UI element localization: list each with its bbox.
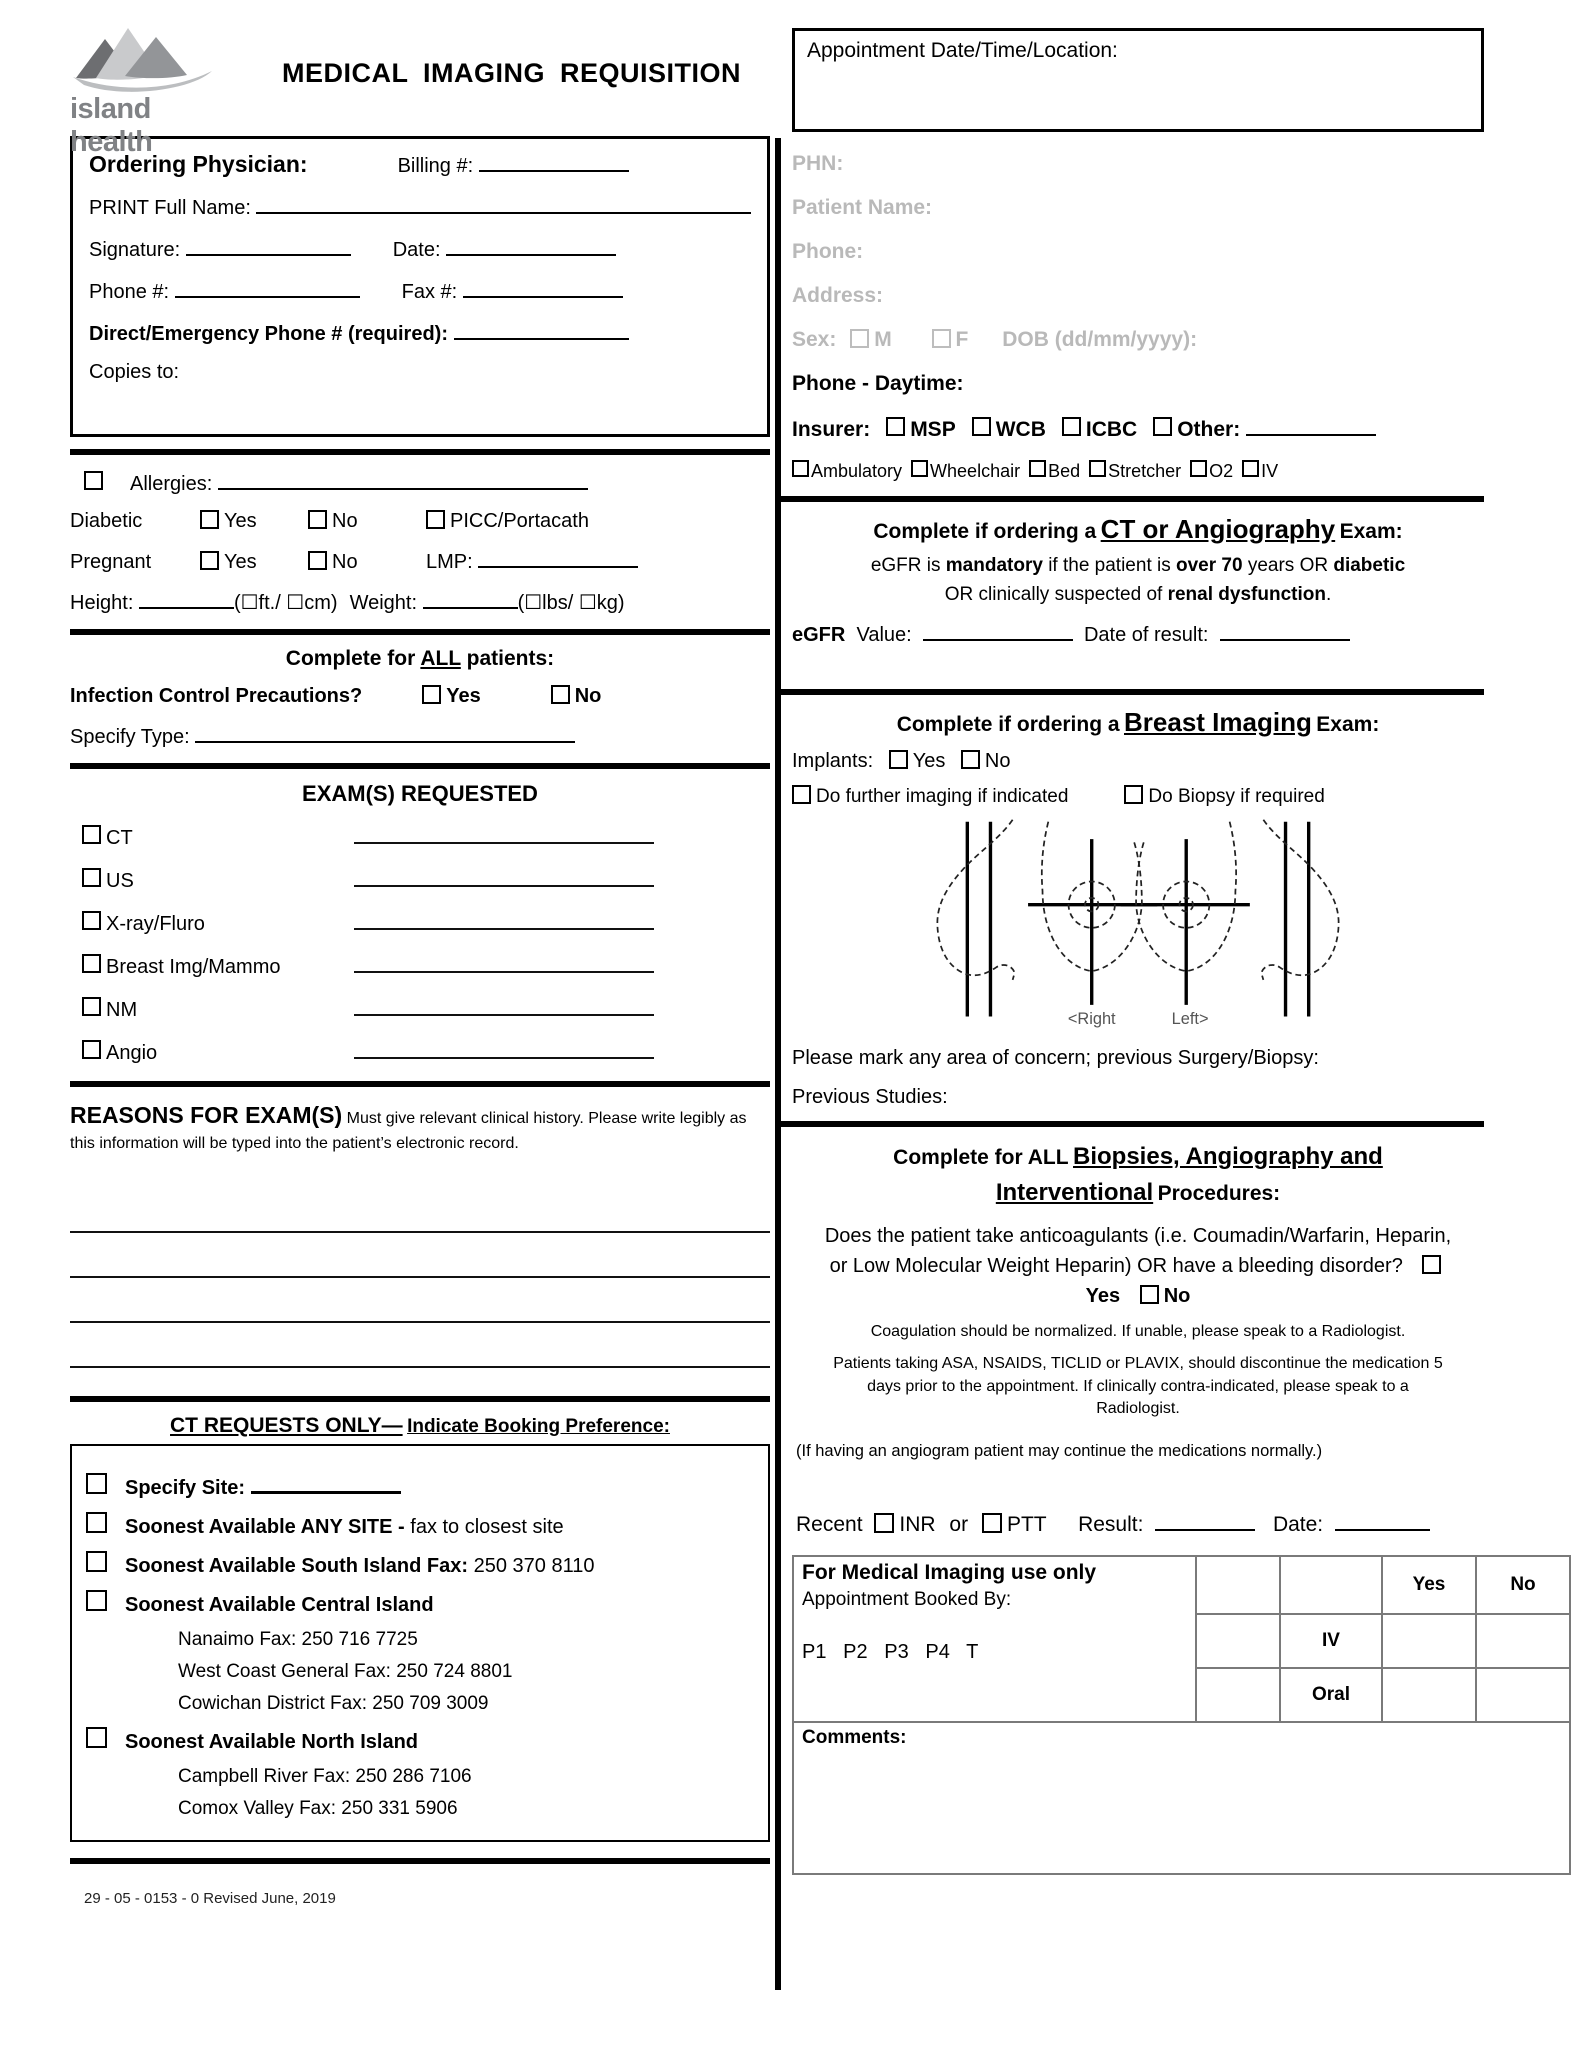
exam-ct-label: CT <box>106 827 133 849</box>
implants-no-checkbox[interactable] <box>961 750 980 769</box>
o2-label: O2 <box>1209 460 1234 481</box>
medical-imaging-use-table <box>792 1555 1571 1875</box>
exam-us-label: US <box>106 870 134 892</box>
mi-iv-label: IV <box>1280 1614 1382 1668</box>
ct-angiography-section <box>792 514 1484 647</box>
form-number: 29 - 05 - 0153 - 0 Revised June, 2019 <box>84 1889 336 1907</box>
ptt-label: PTT <box>1006 1513 1047 1537</box>
fax-label: Fax #: <box>401 281 458 303</box>
biopsies-section <box>792 1139 1536 1876</box>
pregnant-yes-label: Yes <box>224 551 257 573</box>
biopsies-heading-post: Procedures: <box>1157 1181 1281 1205</box>
any-site-checkbox[interactable] <box>86 1512 107 1533</box>
height-units[interactable]: (☐ft./ ☐cm) <box>233 592 338 614</box>
section-divider <box>775 496 1484 502</box>
mi-yes-header: Yes <box>1382 1556 1476 1614</box>
section-divider <box>70 1081 770 1087</box>
sex-f-label: F <box>955 328 969 351</box>
ct-requests-heading: CT REQUESTS ONLY— <box>170 1413 403 1437</box>
height-blank-line[interactable] <box>139 588 234 609</box>
specify-type-blank-line[interactable] <box>195 722 575 743</box>
all-patients-heading-all: ALL <box>420 647 461 670</box>
phone-daytime-label: Phone - Daytime: <box>792 372 964 395</box>
anticoagulant-no-checkbox[interactable] <box>1140 1285 1159 1304</box>
exam-angio-checkbox[interactable] <box>82 1040 101 1059</box>
fax-blank-line[interactable] <box>463 277 623 298</box>
pregnant-no-label: No <box>332 551 358 573</box>
ctangio-heading-big: CT or Angiography <box>1100 513 1336 544</box>
exam-nm-blank-line[interactable] <box>354 995 654 1016</box>
weight-units[interactable]: (☐lbs/ ☐kg) <box>517 592 625 614</box>
insurer-other-label: Other: <box>1177 417 1241 441</box>
infection-no-checkbox[interactable] <box>551 685 570 704</box>
anticoagulant-question-text: Does the patient take anticoagulants (i.e. Coumadin/Warfarin, Heparin, or Low Molecular Weight Heparin) OR have a bleeding disorder? <box>824 1224 1452 1277</box>
specify-site-checkbox[interactable] <box>86 1473 107 1494</box>
bed-checkbox[interactable] <box>1029 460 1046 477</box>
diabetic-no-checkbox[interactable] <box>308 510 327 529</box>
egfr-date-blank-line[interactable] <box>1220 620 1350 641</box>
ct-booking-box <box>70 1444 770 1842</box>
implants-label: Implants: <box>792 749 874 772</box>
biopsies-heading-big1: Biopsies, Angiography and <box>1073 1142 1383 1170</box>
recent-inr-ptt-row <box>796 1509 1484 1537</box>
inr-label: INR <box>899 1513 936 1537</box>
specify-site-label: Specify Site: <box>125 1476 246 1499</box>
stretcher-checkbox[interactable] <box>1089 460 1106 477</box>
mi-spacer-cell <box>1196 1668 1280 1722</box>
section-divider <box>775 1121 1484 1127</box>
mi-spacer-cell <box>1196 1556 1280 1614</box>
egfr-note-text: if the patient is <box>1042 554 1176 576</box>
exams-heading: EXAM(S) REQUESTED <box>302 781 538 806</box>
insurer-other-checkbox[interactable] <box>1153 417 1172 436</box>
wheelchair-label: Wheelchair <box>930 460 1021 481</box>
egfr-value-blank-line[interactable] <box>923 620 1073 641</box>
breast-heading-big: Breast Imaging <box>1124 706 1312 737</box>
reasons-blank-line[interactable] <box>70 1233 770 1278</box>
cowichan-district-fax: Cowichan District Fax: 250 709 3009 <box>178 1692 489 1714</box>
exams-requested-section <box>70 781 770 1065</box>
anticoagulant-yes-checkbox[interactable] <box>1422 1255 1441 1274</box>
diagram-breast-outlines <box>937 820 1338 980</box>
billing-blank-line[interactable] <box>479 151 629 172</box>
phone-blank-line[interactable] <box>175 277 360 298</box>
o2-checkbox[interactable] <box>1190 460 1207 477</box>
mark-area-note: Please mark any area of concern; previous Surgery/Biopsy: <box>792 1046 1319 1069</box>
or-label: or <box>949 1513 969 1537</box>
reasons-note: Must give relevant clinical history. Please write legibly as this information will be typed into the patient’s electronic record. <box>70 1110 747 1153</box>
mi-priority-row[interactable]: P1 P2 P3 P4 T <box>802 1641 979 1664</box>
ct-requests-subheading: Indicate Booking Preference: <box>407 1415 670 1437</box>
reasons-blank-line[interactable] <box>70 1278 770 1323</box>
all-patients-section <box>70 647 770 749</box>
mi-spacer-cell <box>1196 1614 1280 1668</box>
campbell-river-fax: Campbell River Fax: 250 286 7106 <box>178 1765 472 1787</box>
signature-blank-line[interactable] <box>186 235 351 256</box>
pregnant-yes-checkbox[interactable] <box>200 551 219 570</box>
mountains-icon <box>70 22 220 94</box>
allergies-label: Allergies: <box>130 473 213 495</box>
mi-title: For Medical Imaging use only <box>802 1561 1097 1585</box>
insurer-icbc-label: ICBC <box>1085 417 1138 441</box>
logo-wordmark: island health <box>70 93 153 158</box>
insurer-msp-checkbox[interactable] <box>886 417 905 436</box>
date-label: Date: <box>392 239 441 261</box>
specify-site-blank-line[interactable] <box>251 1472 401 1494</box>
section-divider <box>70 1396 770 1402</box>
mi-booked-by-label: Appointment Booked By: <box>802 1589 1012 1611</box>
egfr-note-text: OR clinically suspected of <box>944 584 1168 606</box>
insurer-msp-label: MSP <box>910 417 956 441</box>
mi-iv-yes-cell[interactable] <box>1382 1614 1476 1668</box>
patient-name-label: Patient Name: <box>792 196 933 219</box>
appointment-box[interactable] <box>792 28 1484 132</box>
section-divider <box>70 449 770 455</box>
wheelchair-checkbox[interactable] <box>911 460 928 477</box>
signature-label: Signature: <box>89 239 181 261</box>
result-blank-line[interactable] <box>1155 1509 1255 1531</box>
south-island-fax: 250 370 8110 <box>473 1554 595 1577</box>
mi-iv-no-cell[interactable] <box>1476 1614 1570 1668</box>
sex-dob-row <box>792 328 1484 352</box>
screening-section <box>70 469 770 615</box>
diabetic-yes-label: Yes <box>224 510 257 532</box>
diabetic-yes-checkbox[interactable] <box>200 510 219 529</box>
insurer-row <box>792 414 1484 442</box>
egfr-note-bold: over 70 <box>1176 554 1243 576</box>
copies-to-area[interactable] <box>89 384 751 426</box>
egfr-note-bold: renal dysfunction <box>1167 584 1326 606</box>
phn-label: PHN: <box>792 152 844 175</box>
north-island-label: Soonest Available North Island <box>125 1730 419 1753</box>
exam-breast-label: Breast Img/Mammo <box>106 956 281 978</box>
insurer-icbc-checkbox[interactable] <box>1062 417 1081 436</box>
biopsy-required-checkbox[interactable] <box>1124 785 1143 804</box>
mi-oral-yes-cell[interactable] <box>1382 1668 1476 1722</box>
exam-nm-label: NM <box>106 999 138 1021</box>
direct-emergency-blank-line[interactable] <box>454 319 629 340</box>
exam-breast-blank-line[interactable] <box>354 952 654 973</box>
right-breast-label: <Right <box>1067 1010 1116 1029</box>
inr-checkbox[interactable] <box>874 1513 894 1533</box>
recent-label: Recent <box>796 1513 863 1537</box>
reasons-blank-line[interactable] <box>70 1188 770 1233</box>
ambulatory-checkbox[interactable] <box>792 460 809 477</box>
egfr-note <box>792 551 1484 610</box>
pregnant-no-checkbox[interactable] <box>308 551 327 570</box>
infection-yes-label: Yes <box>446 685 481 707</box>
nanaimo-fax: Nanaimo Fax: 250 716 7725 <box>178 1628 418 1650</box>
sex-label: Sex: <box>792 328 837 351</box>
iv-label: IV <box>1261 460 1279 481</box>
pregnant-label: Pregnant <box>70 551 152 573</box>
central-island-checkbox[interactable] <box>86 1590 107 1611</box>
all-patients-heading-pre: Complete for <box>285 647 416 670</box>
height-label: Height: <box>70 592 134 614</box>
print-name-label: PRINT Full Name: <box>89 197 251 219</box>
patient-address-label: Address: <box>792 284 884 307</box>
sex-f-checkbox[interactable] <box>932 329 951 348</box>
left-breast-label: Left> <box>1171 1010 1209 1029</box>
exam-angio-blank-line[interactable] <box>354 1038 654 1059</box>
insurer-wcb-checkbox[interactable] <box>972 417 991 436</box>
breast-heading-post: Exam: <box>1316 712 1380 736</box>
biopsies-heading-pre: Complete for ALL <box>893 1145 1069 1169</box>
exam-breast-checkbox[interactable] <box>82 954 101 973</box>
breast-heading-pre: Complete if ordering a <box>896 712 1120 736</box>
exam-xray-blank-line[interactable] <box>354 909 654 930</box>
reasons-blank-line[interactable] <box>70 1323 770 1368</box>
copies-to-label: Copies to: <box>89 361 180 383</box>
egfr-date-label: Date of result: <box>1083 623 1209 646</box>
angiogram-note: (If having an angiogram patient may continue the medications normally.) <box>796 1442 1323 1461</box>
breast-diagram[interactable] <box>792 812 1484 1037</box>
egfr-note-text: . <box>1325 584 1332 606</box>
further-imaging-checkbox[interactable] <box>792 785 811 804</box>
infection-control-label: Infection Control Precautions? <box>70 685 363 707</box>
exam-nm-checkbox[interactable] <box>82 997 101 1016</box>
reasons-section <box>70 1099 770 1368</box>
exam-xray-checkbox[interactable] <box>82 911 101 930</box>
page-title: MEDICAL IMAGING REQUISITION <box>282 58 742 88</box>
south-island-label: Soonest Available South Island Fax: <box>125 1554 469 1577</box>
lmp-label: LMP: <box>426 551 473 573</box>
dob-label: DOB (dd/mm/yyyy): <box>1002 328 1198 351</box>
anticoagulant-question <box>818 1221 1458 1311</box>
billing-label: Billing #: <box>397 155 474 177</box>
previous-studies-label: Previous Studies: <box>792 1085 948 1108</box>
specify-type-label: Specify Type: <box>70 726 190 748</box>
ordering-physician-box <box>70 136 770 437</box>
egfr-note-bold: diabetic <box>1333 554 1406 576</box>
ctangio-heading-post: Exam: <box>1339 519 1403 543</box>
appointment-label: Appointment Date/Time/Location: <box>807 39 1118 62</box>
exam-ct-blank-line[interactable] <box>354 823 654 844</box>
mi-no-header: No <box>1476 1556 1570 1614</box>
section-divider <box>70 1858 770 1864</box>
egfr-value-label: Value: <box>856 623 912 646</box>
reasons-heading: REASONS FOR EXAM(S) <box>70 1102 343 1128</box>
exam-ct-checkbox[interactable] <box>82 825 101 844</box>
recent-date-blank-line[interactable] <box>1335 1509 1430 1531</box>
result-label: Result: <box>1078 1513 1144 1537</box>
mi-header-blank-cell <box>1280 1556 1382 1614</box>
infection-no-label: No <box>574 685 602 707</box>
mi-oral-no-cell[interactable] <box>1476 1668 1570 1722</box>
infection-yes-checkbox[interactable] <box>422 685 441 704</box>
date-blank-line[interactable] <box>446 235 616 256</box>
section-divider <box>70 629 770 635</box>
section-divider <box>775 689 1484 695</box>
all-patients-heading-post: patients: <box>466 647 555 670</box>
print-name-blank-line[interactable] <box>256 193 751 214</box>
egfr-note-bold: mandatory <box>945 554 1043 576</box>
allergies-checkbox[interactable] <box>84 471 103 490</box>
picc-portacath-label: PICC/Portacath <box>450 510 589 532</box>
ambulatory-label: Ambulatory <box>811 460 903 481</box>
island-health-logo <box>70 22 230 159</box>
anticoagulant-yes-label: Yes <box>1085 1284 1121 1307</box>
any-site-label: Soonest Available ANY SITE - <box>125 1515 405 1538</box>
patient-phone-label: Phone: <box>792 240 864 263</box>
implants-yes-label: Yes <box>912 749 946 772</box>
column-divider <box>775 138 781 1990</box>
diabetic-no-label: No <box>332 510 358 532</box>
insurer-wcb-label: WCB <box>995 417 1046 441</box>
egfr-note-text: eGFR is <box>870 554 946 576</box>
exam-angio-label: Angio <box>106 1042 158 1064</box>
phone-label: Phone #: <box>89 281 170 303</box>
diabetic-label: Diabetic <box>70 510 143 532</box>
egfr-label: eGFR <box>792 623 846 646</box>
iv-checkbox[interactable] <box>1242 460 1259 477</box>
recent-date-label: Date: <box>1272 1513 1324 1537</box>
coagulation-note: Coagulation should be normalized. If unable, please speak to a Radiologist. <box>870 1322 1406 1340</box>
insurer-label: Insurer: <box>792 417 871 441</box>
comox-valley-fax: Comox Valley Fax: 250 331 5906 <box>178 1797 458 1819</box>
allergies-blank-line[interactable] <box>218 469 588 490</box>
central-island-label: Soonest Available Central Island <box>125 1593 434 1616</box>
implants-no-label: No <box>984 749 1011 772</box>
section-divider <box>70 763 770 769</box>
anticoagulant-no-label: No <box>1163 1284 1191 1307</box>
ct-requests-section <box>70 1414 770 1842</box>
insurer-other-blank-line[interactable] <box>1246 414 1376 436</box>
exam-xray-label: X-ray/Fluro <box>106 913 205 935</box>
biopsy-required-label: Do Biopsy if required <box>1148 785 1325 807</box>
exam-us-checkbox[interactable] <box>82 868 101 887</box>
any-site-note: fax to closest site <box>410 1515 564 1538</box>
egfr-note-text: years OR <box>1242 554 1334 576</box>
mi-comments-label: Comments: <box>802 1727 907 1749</box>
weight-label: Weight: <box>349 592 418 614</box>
mi-oral-label: Oral <box>1280 1668 1382 1722</box>
bed-label: Bed <box>1048 460 1081 481</box>
sex-m-label: M <box>874 328 892 351</box>
biopsies-heading-big2: Interventional <box>995 1178 1154 1206</box>
mi-main-cell[interactable] <box>793 1556 1196 1722</box>
lmp-blank-line[interactable] <box>478 547 638 568</box>
ordering-physician-heading: Ordering Physician: <box>89 151 308 177</box>
exam-us-blank-line[interactable] <box>354 866 654 887</box>
further-imaging-label: Do further imaging if indicated <box>816 785 1069 807</box>
breast-imaging-section <box>792 707 1484 1109</box>
picc-portacath-checkbox[interactable] <box>426 510 445 529</box>
west-coast-general-fax: West Coast General Fax: 250 724 8801 <box>178 1660 513 1682</box>
sex-m-checkbox[interactable] <box>850 329 869 348</box>
north-island-checkbox[interactable] <box>86 1727 107 1748</box>
weight-blank-line[interactable] <box>423 588 518 609</box>
direct-emergency-label: Direct/Emergency Phone # (required): <box>89 323 448 345</box>
patient-info-block <box>792 152 1484 352</box>
ptt-checkbox[interactable] <box>982 1513 1002 1533</box>
asa-note: Patients taking ASA, NSAIDS, TICLID or PLAVIX, should discontinue the medication 5 days prior to the appointment. If clinically contra-indicated, please speak to a Radiologist. <box>833 1355 1443 1417</box>
mi-comments-cell[interactable] <box>793 1722 1570 1874</box>
implants-yes-checkbox[interactable] <box>889 750 908 769</box>
mobility-row <box>792 460 1484 482</box>
south-island-checkbox[interactable] <box>86 1551 107 1572</box>
ctangio-heading-pre: Complete if ordering a <box>873 519 1097 543</box>
stretcher-label: Stretcher <box>1108 460 1182 481</box>
